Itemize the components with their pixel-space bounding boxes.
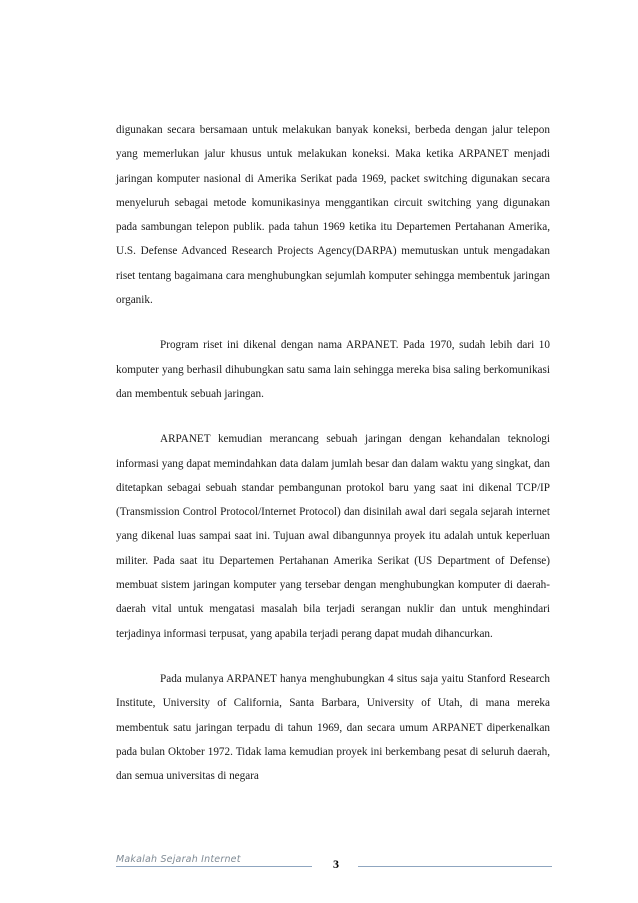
footer-rule-right (358, 866, 552, 867)
paragraph-1: digunakan secara bersamaan untuk melakukan banyak koneksi, berbeda dengan jalur telepon yang memerlukan jalur khusus untuk melakukan koneksi. Maka ketika ARPANET menjadi jaringan komputer nasional di Amerika Serikat pada 1969, packet switching digunakan secara menyeluruh sebagai metode komunikasinya menggantikan circuit switching yang digunakan pada sambungan telepon publik. pada tahun 1969 ketika itu Departemen Pertahanan Amerika, U.S. Defense Advanced Research Projects Agency(DARPA) memutuskan untuk mengadakan riset tentang bagaimana cara menghubungkan sejumlah komputer sehingga membentuk jaringan organik. (116, 124, 550, 307)
page-number: 3 (333, 857, 339, 871)
paragraph-2: Program riset ini dikenal dengan nama ARPANET. Pada 1970, sudah lebih dari 10 komputer yang berhasil dihubungkan satu sama lain sehingga mereka bisa saling berkomunikasi dan membentuk sebuah jaringan. (116, 339, 550, 400)
footer-rule-left (116, 866, 312, 867)
footer-title: Makalah Sejarah Internet (116, 854, 241, 865)
paragraph-3: ARPANET kemudian merancang sebuah jaringan dengan kehandalan teknologi informasi yang dapat memindahkan data dalam jumlah besar dan dalam waktu yang singkat, dan ditetapkan sebagai sebuah standar pembangunan protokol baru yang saat ini dikenal TCP/IP (Transmission Control Protocol/Internet Protocol) dan disinilah awal dari segala sejarah internet yang dikenal luas sampai saat ini. Tujuan awal dibangunnya proyek itu adalah untuk keperluan militer. Pada saat itu Departemen Pertahanan Amerika Serikat (US Department of Defense) membuat sistem jaringan komputer yang tersebar dengan menghubungkan komputer di daerah-daerah vital untuk mengatasi masalah bila terjadi serangan nuklir dan untuk menghindari terjadinya informasi terpusat, yang apabila terjadi perang dapat mudah dihancurkan. (116, 433, 550, 640)
body-text (116, 118, 550, 788)
paragraph-4: Pada mulanya ARPANET hanya menghubungkan 4 situs saja yaitu Stanford Research Institute, University of California, Santa Barbara, University of Utah, di mana mereka membentuk satu jaringan terpadu di tahun 1969, dan secara umum ARPANET diperkenalkan pada bulan Oktober 1972. Tidak lama kemudian proyek ini berkembang pesat di seluruh daerah, dan semua universitas di negara (116, 672, 550, 783)
